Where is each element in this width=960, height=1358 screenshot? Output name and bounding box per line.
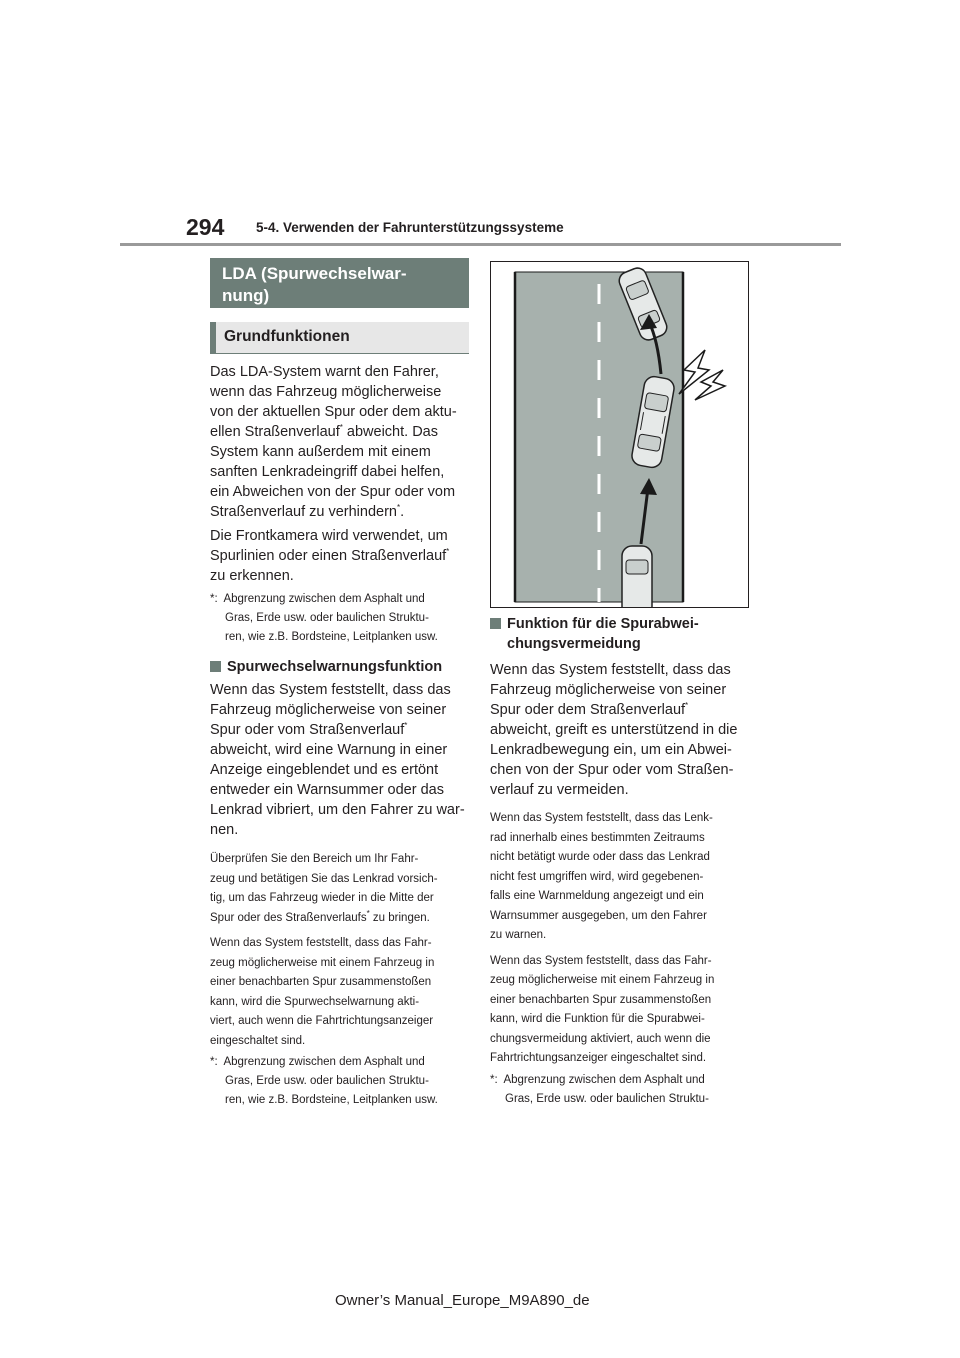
lda-title-line: LDA (Spurwechselwar- [222,264,407,283]
footnote: *: Abgrenzung zwischen dem Asphalt und Gras, Erde usw. oder baulichen Struktu- ren, wie z.B. Bordsteine, Leitplanken usw. [210,1056,438,1106]
collision-note: Wenn das System feststellt, dass das Fahr- zeug möglicherweise mit einem Fahrzeug in einer benachbarten Spur zusammenstoßen kann, wird die Spurwechselwarnung akti- viert, auch wenn die Fahrtrichtungsanzeiger eingeschaltet sind. [210,937,435,1047]
steering-note: Wenn das System feststellt, dass das Lenk- rad innerhalb eines bestimmten Zeitraums nicht betätigt wurde oder dass das Lenkrad nicht fest umgriffen wird, wird gegebenen- falls eine Warnmeldung angezeigt und ein Warnsummer ausgegeben, um den Fahrer zu warnen. [490,812,713,941]
camera-paragraph: Die Frontkamera wird verwendet, um Spurlinien oder einen Straßenverlauf* zu erkennen. [210,528,450,584]
lda-title-line: nung) [222,286,270,305]
right-column [490,614,748,1119]
intro-paragraph: Das LDA-System warnt den Fahrer, wenn das Fahrzeug möglicherweise von der aktuellen Spur oder dem aktu- ellen Straßenverlauf* abweicht. Das System kann außerdem mit einem sanften Lenkradeingriff dabei helfen, ein Abweichen von der Spur oder vom Straßenverlauf zu verhindern*. [210,364,457,520]
section-title: 5-4. Verwenden der Fahrunterstützungssysteme [256,220,564,235]
bullet-square-icon [490,618,501,629]
avoidance-paragraph: Wenn das System feststellt, dass das Fahrzeug möglicherweise von seiner Spur oder dem Straßenverlauf* abweicht, greift es unterstützend in die Lenkradbewegung ein, um ein Abwei- chen von der Spur oder vom Straßen- verlauf zu vermeiden. [490,662,738,798]
collision-note: Wenn das System feststellt, dass das Fahr- zeug möglicherweise mit einem Fahrzeug in einer benachbarten Spur zusammenstoßen kann, wird die Funktion für die Spurabwei- chungsvermeidung aktiviert, auch wenn die Fahrtrichtungsanzeiger eingeschaltet sind. [490,954,715,1064]
check-note: Überprüfen Sie den Bereich um Ihr Fahr- zeug und betätigen Sie das Lenkrad vorsich- tig, um das Fahrzeug wieder in die Mitte der Spur oder des Straßenverlaufs* zu bringen. [210,853,438,924]
avoidance-function-heading: Funktion für die Spurabwei- chungsvermeidung [490,614,748,654]
lane-departure-illustration [490,261,749,608]
lda-title-box [210,258,469,308]
left-column [210,362,468,1120]
car-bottom-icon [622,546,652,607]
lane-diagram [491,262,748,607]
warning-function-heading: Spurwechselwarnungsfunktion [210,657,468,677]
header-rule [120,243,841,246]
page-number: 294 [186,214,225,240]
footnote: *: Abgrenzung zwischen dem Asphalt und Gras, Erde usw. oder baulichen Struktu- [490,1073,709,1105]
grundfunktionen-heading: Grundfunktionen [210,322,469,354]
footer-manual-id: Owner’s Manual_Europe_M9A890_de [335,1292,590,1309]
footnote: *: Abgrenzung zwischen dem Asphalt und Gras, Erde usw. oder baulichen Struktu- ren, wie z.B. Bordsteine, Leitplanken usw. [210,593,438,643]
bullet-square-icon [210,661,221,672]
warning-paragraph: Wenn das System feststellt, dass das Fahrzeug möglicherweise von seiner Spur oder vom Straßenverlauf* abweicht, wird eine Warnung in einer Anzeige eingeblendet und es ertönt entweder ein Warnsummer oder das Lenkrad vibriert, um den Fahrer zu war- nen. [210,682,465,838]
